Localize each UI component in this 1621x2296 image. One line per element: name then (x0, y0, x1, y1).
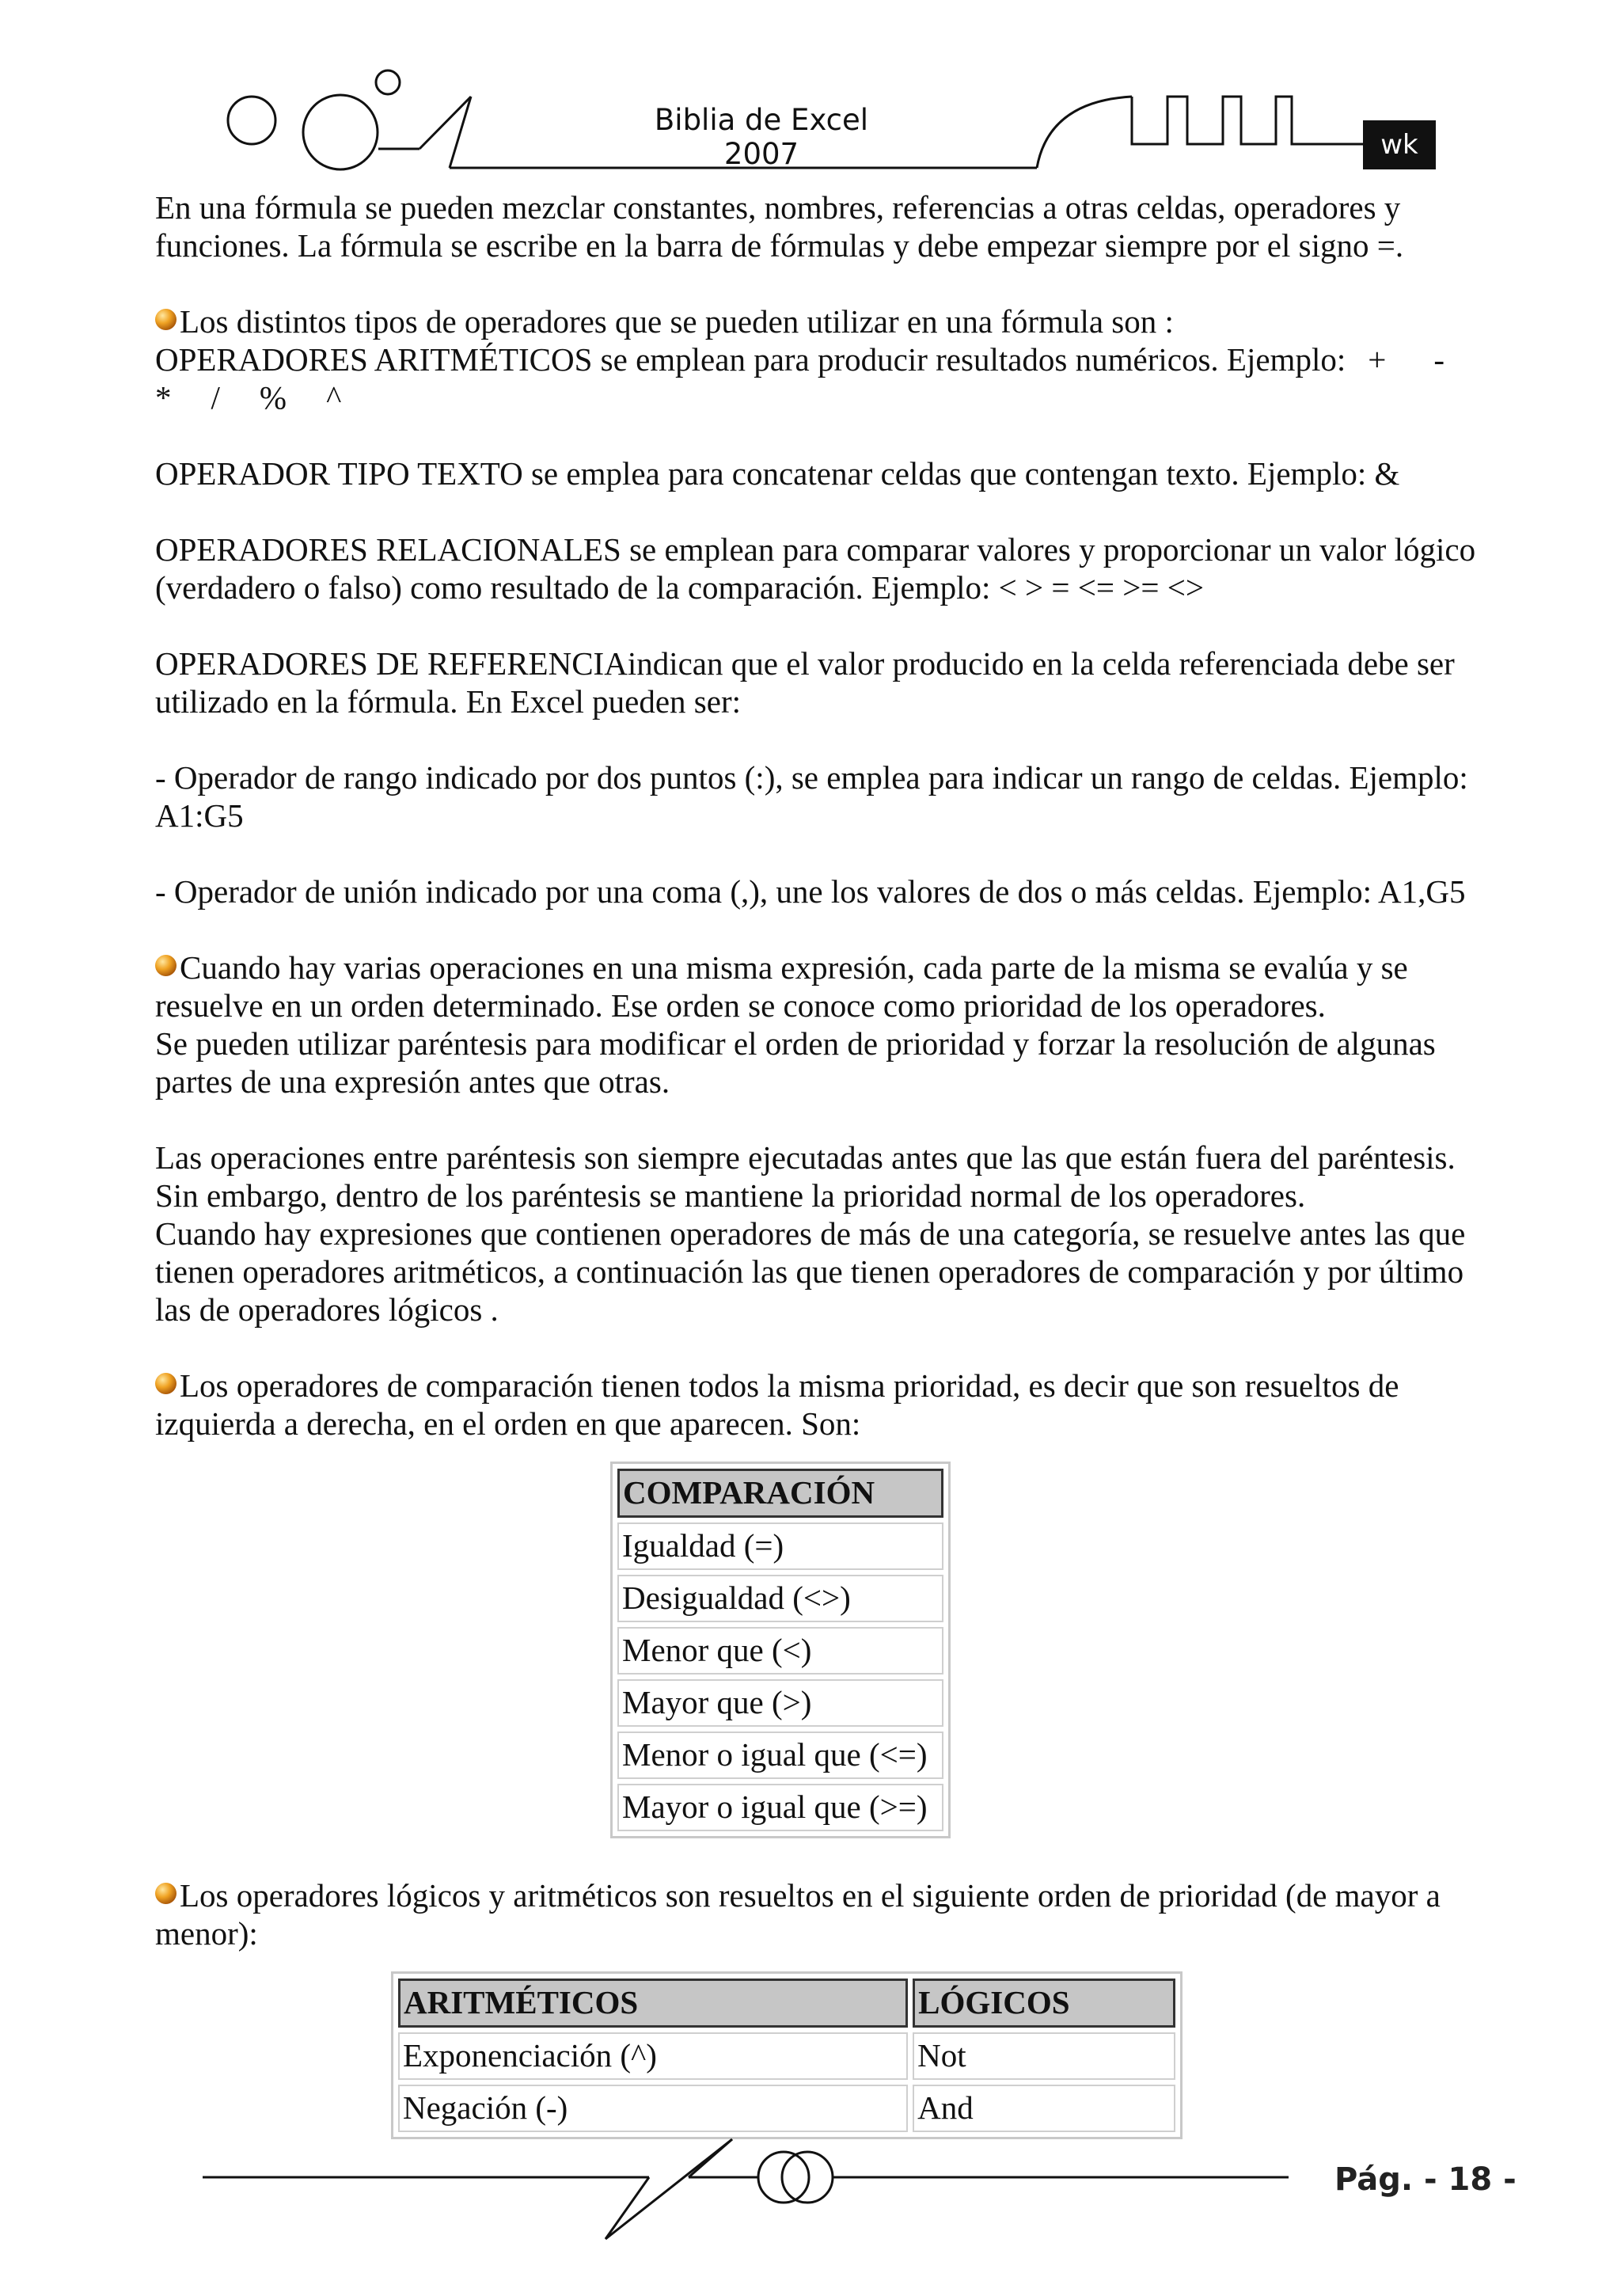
table-row (398, 1979, 1175, 2028)
page-header (0, 0, 1621, 182)
header-title: Biblia de Excel 2007 (654, 103, 869, 171)
priority-paragraph-1: Cuando hay varias operaciones en una misma expresión, cada parte de la misma se evalúa y se resuelve en un orden determinado. Ese orden se conoce como prioridad de los operadores. (155, 949, 1408, 1024)
table-cell: Mayor que (>) (617, 1679, 943, 1727)
page-content (155, 188, 1501, 2177)
table-cell: And (913, 2085, 1175, 2132)
op-symbol: * (155, 379, 172, 416)
table-header-cell: LÓGICOS (913, 1979, 1175, 2028)
table-header-cell: ARITMÉTICOS (398, 1979, 908, 2028)
table-row (617, 1784, 943, 1831)
table-cell: Desigualdad (<>) (617, 1575, 943, 1622)
table-row (617, 1522, 943, 1570)
table-row (617, 1469, 943, 1518)
comparison-table (610, 1462, 951, 1838)
logical-table-wrap (155, 1971, 1501, 2139)
table-header-cell: COMPARACIÓN (617, 1469, 943, 1518)
intro-paragraph: En una fórmula se pueden mezclar constantes, nombres, referencias a otras celdas, operadores y funciones. La fórmula se escribe en la barra de fórmulas y debe empezar siempre por el signo =. (155, 189, 1404, 264)
table-row (617, 1575, 943, 1622)
table-cell: Mayor o igual que (>=) (617, 1784, 943, 1831)
priority-paragraph-4: Sin embargo, dentro de los paréntesis se mantiene la prioridad normal de los operadores. (155, 1177, 1306, 1214)
page-number: Pág. - 18 - (1334, 2161, 1517, 2198)
bullet-icon (155, 1373, 177, 1394)
table-cell: Menor que (<) (617, 1627, 943, 1674)
table-row (617, 1732, 943, 1779)
union-operator: - Operador de unión indicado por una coma (,), une los valores de dos o más celdas. Ejemplo: A1,G5 (155, 873, 1466, 910)
operators-heading: Los distintos tipos de operadores que se pueden utilizar en una fórmula son : (155, 302, 1501, 340)
text-operator: OPERADOR TIPO TEXTO se emplea para concatenar celdas que contengan texto. Ejemplo: & (155, 455, 1400, 492)
bullet-icon (155, 1883, 177, 1904)
table-cell: Exponenciación (^) (398, 2032, 908, 2080)
range-operator: - Operador de rango indicado por dos puntos (:), se emplea para indicar un rango de celdas. Ejemplo: A1:G5 (155, 759, 1468, 834)
bullet-icon (155, 955, 177, 976)
op-symbol: + (1368, 341, 1387, 378)
reference-operators: OPERADORES DE REFERENCIAindican que el valor producido en la celda referenciada debe ser utilizado en la fórmula. En Excel pueden ser: (155, 645, 1455, 720)
logical-table (391, 1971, 1183, 2139)
op-symbol: / (211, 379, 220, 416)
table-cell: Negación (-) (398, 2085, 908, 2132)
table-row (398, 2085, 1175, 2132)
table-cell: Not (913, 2032, 1175, 2080)
arithmetic-operators (155, 340, 1501, 416)
priority-paragraph-2: Se pueden utilizar paréntesis para modificar el orden de prioridad y forzar la resolución de algunas partes de una expresión antes que otras. (155, 1025, 1436, 1100)
table-row (398, 2032, 1175, 2080)
table-row (617, 1627, 943, 1674)
op-symbol: - (1433, 341, 1445, 378)
priority-paragraph-3: Las operaciones entre paréntesis son siempre ejecutadas antes que las que están fuera del paréntesis. (155, 1139, 1456, 1176)
logical-intro: Los operadores lógicos y aritméticos son resueltos en el siguiente orden de prioridad (de mayor a menor): (155, 1877, 1441, 1952)
comparison-intro: Los operadores de comparación tienen todos la misma prioridad, es decir que son resueltos de izquierda a derecha, en el orden en que aparecen. Son: (155, 1367, 1399, 1442)
table-cell: Menor o igual que (<=) (617, 1732, 943, 1779)
op-symbol: % (259, 379, 287, 416)
comparison-table-wrap (155, 1462, 1501, 1838)
priority-paragraph-5: Cuando hay expresiones que contienen operadores de más de una categoría, se resuelve antes las que tienen operadores aritméticos, a continuación las que tienen operadores de comparación y por último las de operadores lógicos . (155, 1215, 1466, 1328)
table-cell: Igualdad (=) (617, 1522, 943, 1570)
bullet-icon (155, 309, 177, 330)
relational-operators: OPERADORES RELACIONALES se emplean para comparar valores y proporcionar un valor lógico (verdadero o falso) como resultado de la comparación. Ejemplo: < > = <= >= <> (155, 531, 1476, 606)
arithmetic-text: OPERADORES ARITMÉTICOS se emplean para producir resultados numéricos. Ejemplo: (155, 341, 1346, 378)
wk-badge: wk (1363, 120, 1436, 169)
op-symbol: ^ (326, 379, 342, 416)
table-row (617, 1679, 943, 1727)
